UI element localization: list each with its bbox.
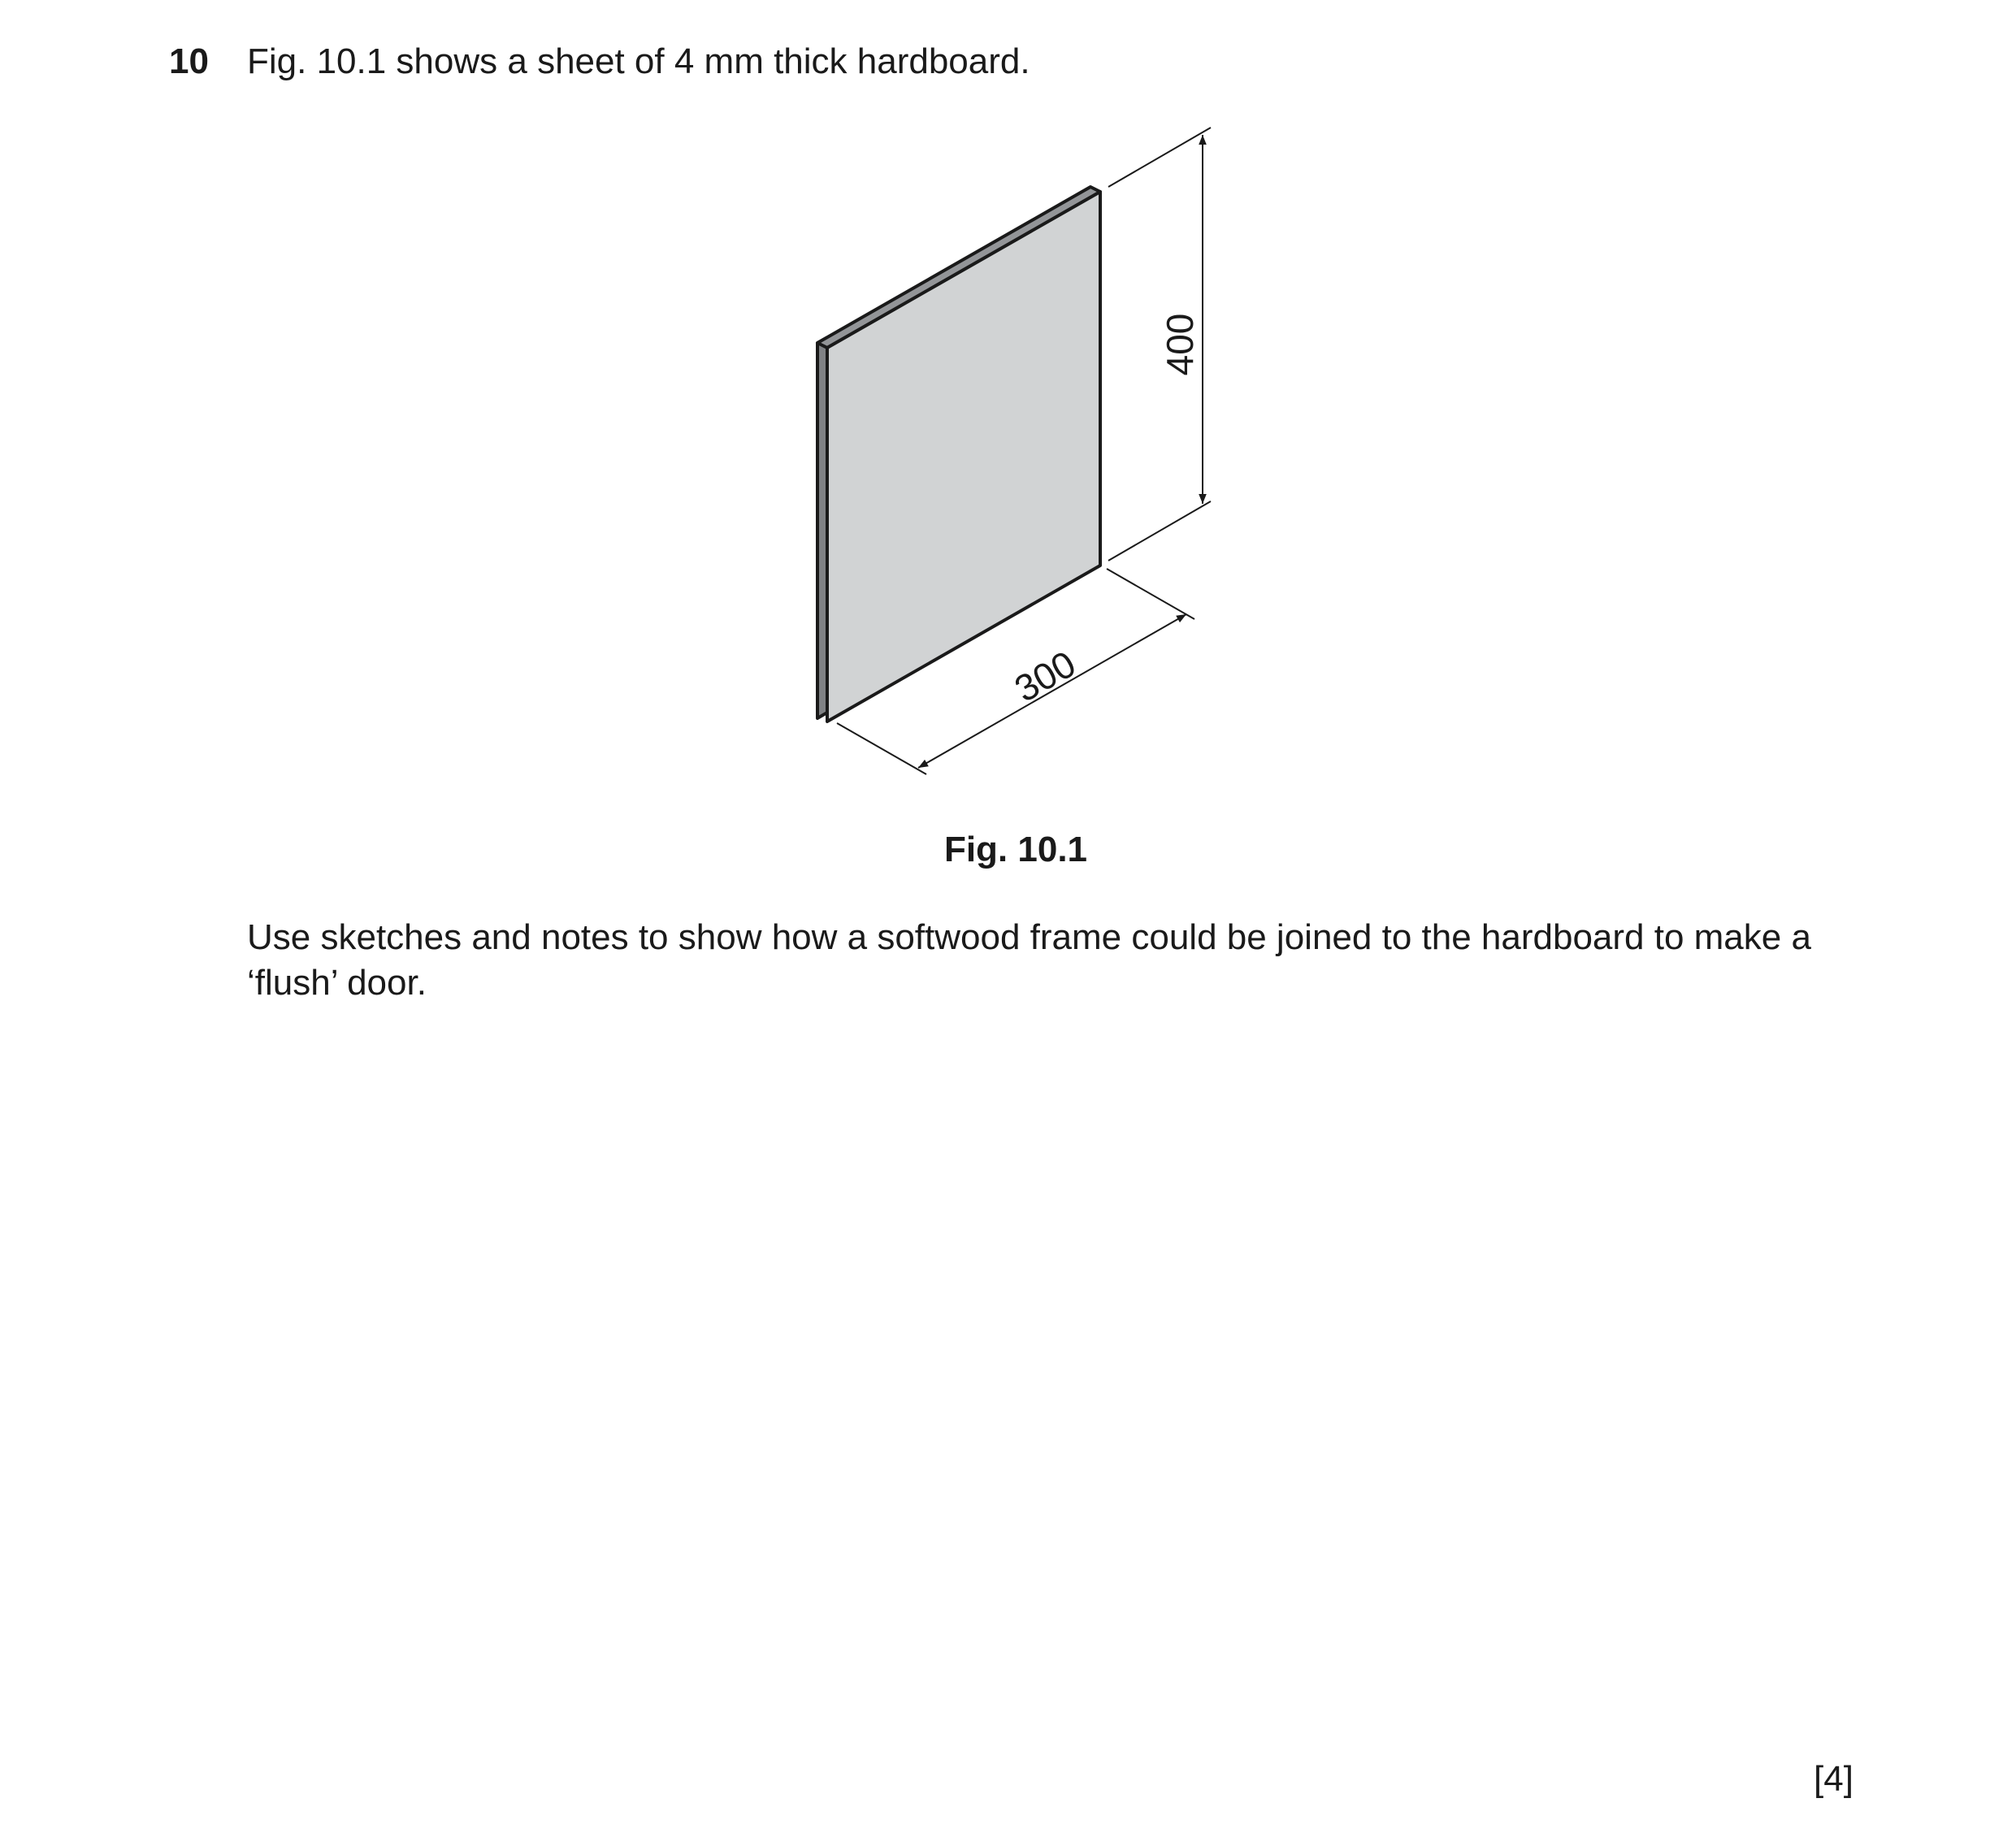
question-number: 10: [169, 41, 209, 81]
extension-line: [837, 723, 926, 774]
extension-line: [1107, 569, 1194, 619]
dimension-label-300: 300: [1007, 642, 1083, 710]
sheet-face: [827, 192, 1100, 722]
hardboard-figure: [0, 0, 2016, 812]
question-intro: Fig. 10.1 shows a sheet of 4 mm thick hardboard.: [247, 41, 1030, 81]
question-instruction: Use sketches and notes to show how a softwood frame could be joined to the hardboard to make a ‘flush’ door.: [247, 917, 1811, 1003]
extension-line: [1108, 501, 1211, 561]
marks-label: [4]: [1814, 1759, 1853, 1799]
extension-line: [1108, 128, 1211, 187]
figure-caption: Fig. 10.1: [943, 830, 1088, 869]
dimension-label-400: 400: [1159, 313, 1201, 376]
